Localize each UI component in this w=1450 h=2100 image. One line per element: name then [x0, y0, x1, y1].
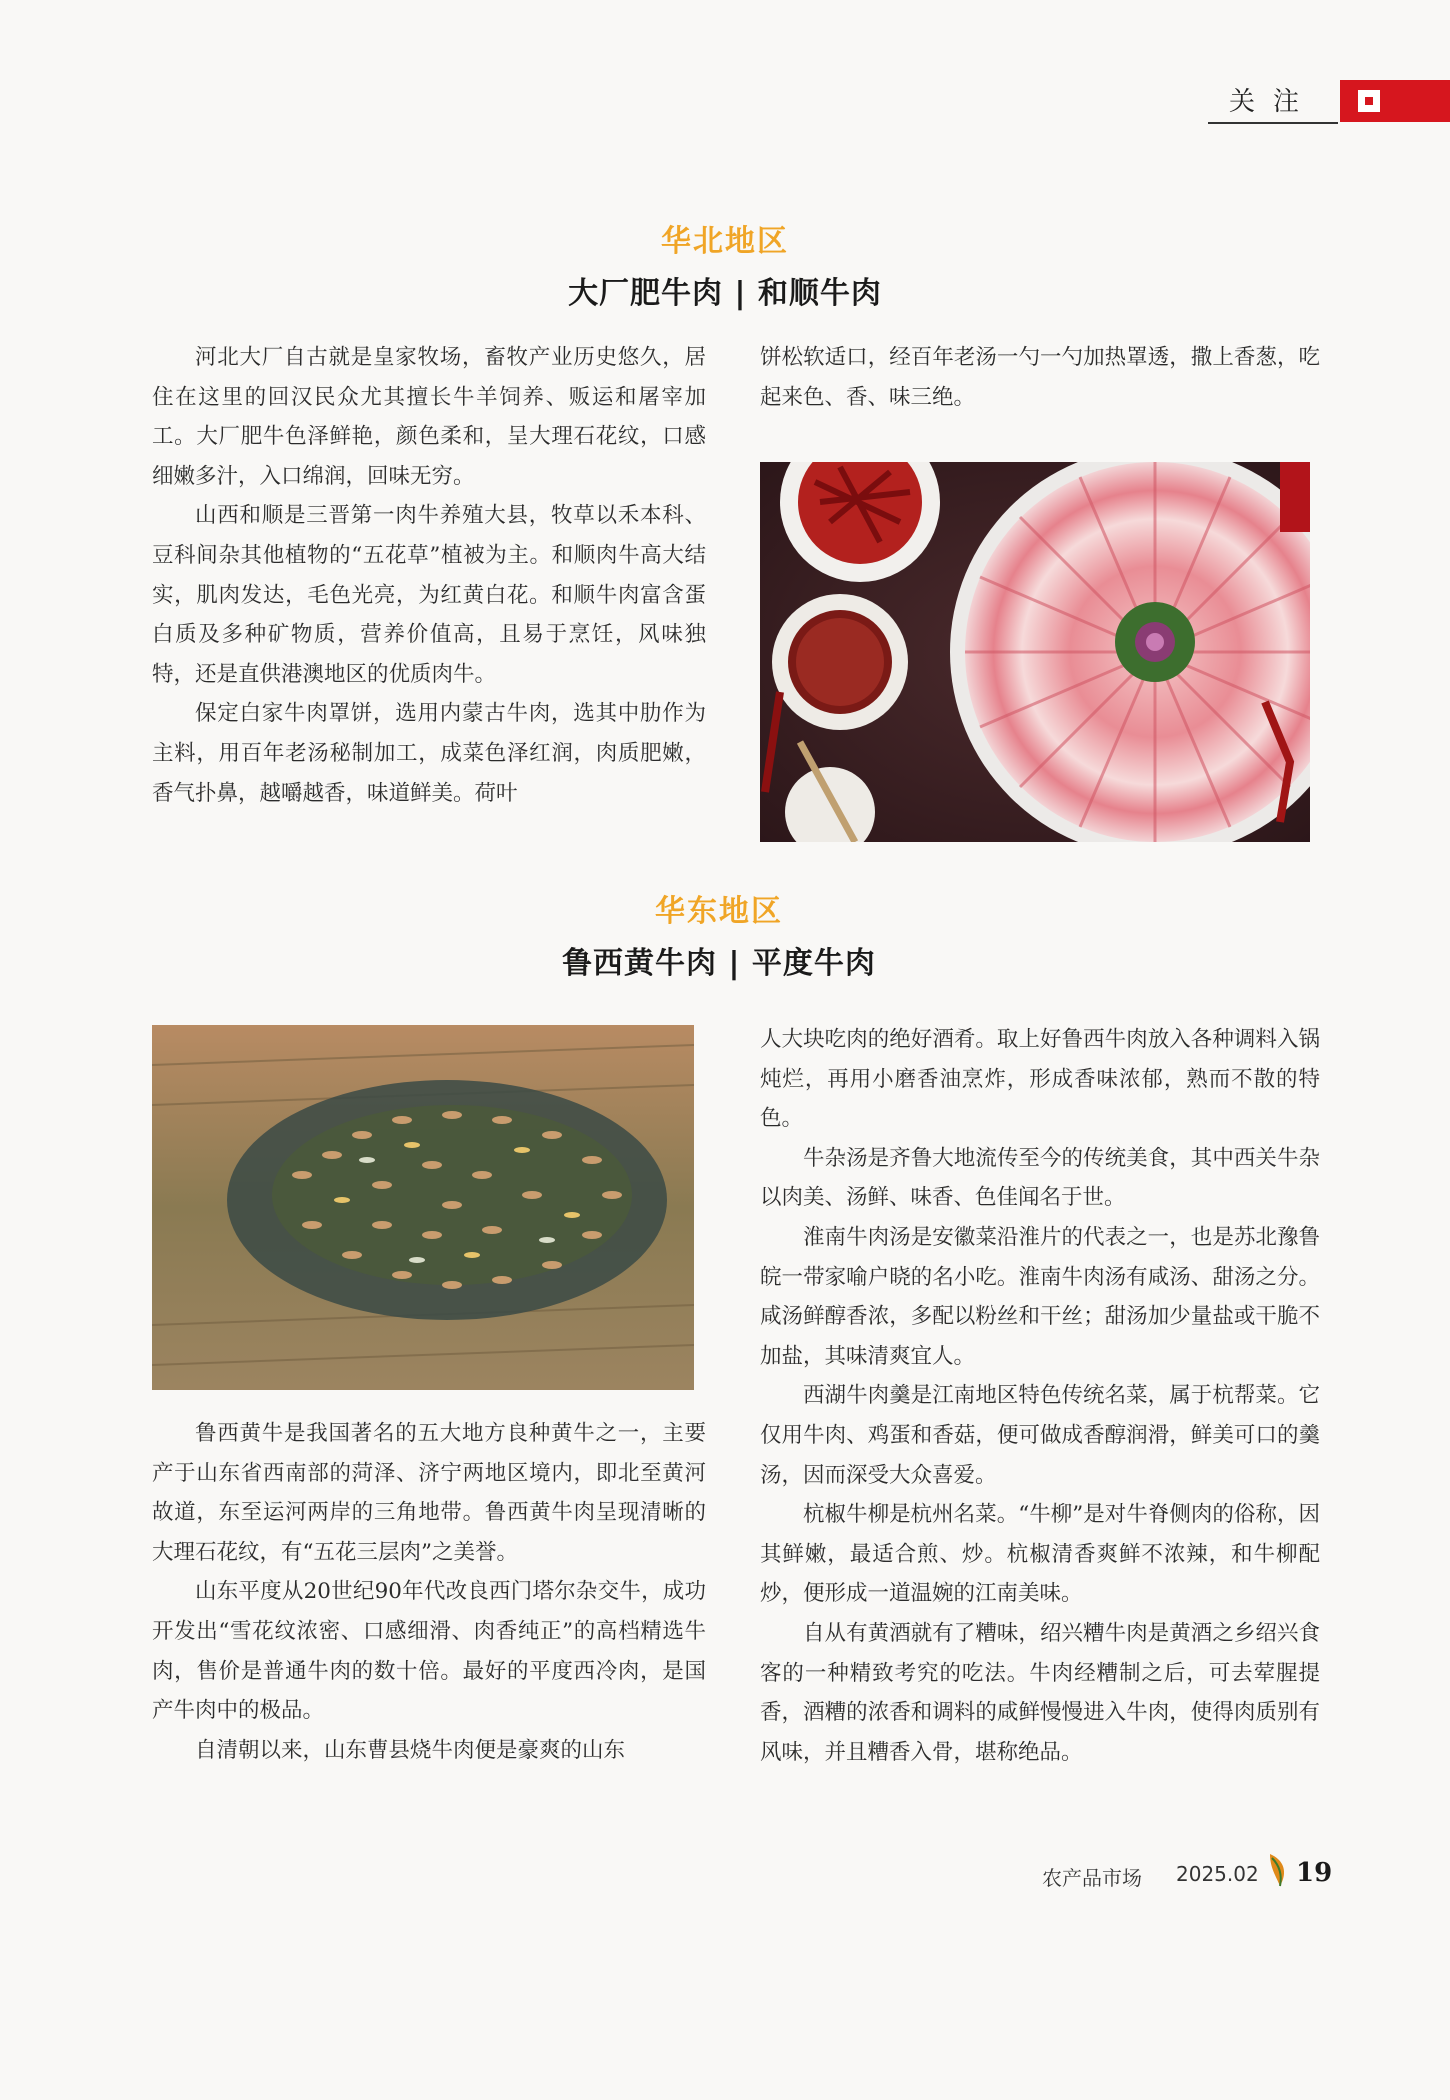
- paragraph: 山西和顺是三晋第一肉牛养殖大县，牧草以禾本科、豆科间杂其他植物的“五花草”植被为主。和顺肉牛高大结实，肌肉发达，毛色光亮，为红黄白花。和顺牛肉富含蛋白质及多种矿物质，营养价值高，且易于烹饪，风味独特，还是直供港澳地区的优质肉牛。: [152, 503, 706, 687]
- section-title-north: 大厂肥牛肉 | 和顺牛肉: [568, 276, 882, 311]
- magazine-name: 农产品市场: [1042, 1866, 1142, 1890]
- issue-date: 2025.02: [1176, 1862, 1259, 1886]
- paragraph: 牛杂汤是齐鲁大地流传至今的传统美食，其中西关牛杂以肉美、汤鲜、味香、色佳闻名于世。: [760, 1145, 1320, 1211]
- region-heading-north: 华北地区: [661, 224, 789, 259]
- paragraph: 杭椒牛柳是杭州名菜。“牛柳”是对牛脊侧肉的俗称，因其鲜嫩，最适合煎、炒。杭椒清香爽鲜不浓辣，和牛柳配炒，便形成一道温婉的江南美味。: [760, 1502, 1320, 1607]
- east-left-column: [152, 1414, 706, 1770]
- north-right-column: [760, 338, 1320, 417]
- paragraph: 河北大厂自古就是皇家牧场，畜牧产业历史悠久，居住在这里的回汉民众尤其擅长牛羊饲养、贩运和屠宰加工。大厂肥牛色泽鲜艳，颜色柔和，呈大理石花纹，口感细嫩多汁，入口绵润，回味无穷。: [152, 345, 706, 489]
- paragraph: 饼松软适口，经百年老汤一勺一勺加热罩透，撒上香葱，吃起来色、香、味三绝。: [760, 345, 1320, 410]
- tag-red-block: [1340, 80, 1450, 122]
- section-tag: 关注: [1228, 87, 1317, 117]
- section-title-east: 鲁西黄牛肉 | 平度牛肉: [562, 946, 876, 981]
- page-number: 19: [1296, 1858, 1333, 1888]
- paragraph: 西湖牛肉羹是江南地区特色传统名菜，属于杭帮菜。它仅用牛肉、鸡蛋和香菇，便可做成香醇润滑，鲜美可口的羹汤，因而深受大众喜爱。: [760, 1383, 1320, 1488]
- paragraph: 山东平度从20世纪90年代改良西门塔尔杂交牛，成功开发出“雪花纹浓密、口感细滑、肉香纯正”的高档精选牛肉，售价是普通牛肉的数十倍。最好的平度西冷肉，是国产牛肉中的极品。: [152, 1579, 706, 1724]
- paragraph: 鲁西黄牛是我国著名的五大地方良种黄牛之一，主要产于山东省西南部的菏泽、济宁两地区境内，即北至黄河故道，东至运河两岸的三角地带。鲁西黄牛肉呈现清晰的大理石花纹，有“五花三层肉”之美誉。: [152, 1421, 706, 1565]
- paragraph: 人大块吃肉的绝好酒肴。取上好鲁西牛肉放入各种调料入锅炖烂，再用小磨香油烹炸，形成香味浓郁，熟而不散的特色。: [760, 1027, 1320, 1132]
- paragraph: 自清朝以来，山东曹县烧牛肉便是豪爽的山东: [195, 1737, 626, 1763]
- leaf-icon: [1266, 1852, 1290, 1888]
- tag-square-inner: [1365, 97, 1373, 105]
- north-left-column: [152, 338, 706, 813]
- paragraph: 淮南牛肉汤是安徽菜沿淮片的代表之一，也是苏北豫鲁皖一带家喻户晓的名小吃。淮南牛肉汤有咸汤、甜汤之分。咸汤鲜醇香浓，多配以粉丝和干丝；甜汤加少量盐或干脆不加盐，其味清爽宜人。: [760, 1224, 1320, 1369]
- paragraph: 自从有黄酒就有了糟味，绍兴糟牛肉是黄酒之乡绍兴食客的一种精致考究的吃法。牛肉经糟制之后，可去荤腥提香，酒糟的浓香和调料的咸鲜慢慢进入牛肉，使得肉质别有风味，并且糟香入骨，堪称绝品。: [760, 1620, 1320, 1765]
- region-heading-east: 华东地区: [655, 894, 783, 929]
- sliced-beef-platter-image: [760, 462, 1310, 842]
- paragraph: 保定白家牛肉罩饼，选用内蒙古牛肉，选其中肋作为主料，用百年老汤秘制加工，成菜色泽红润，肉质肥嫩，香气扑鼻，越嚼越香，味道鲜美。荷叶: [152, 701, 706, 806]
- east-right-column: [760, 1020, 1320, 1772]
- sliced-beef-platter-photo: [760, 462, 1310, 842]
- cattle-herd-aerial-photo: [152, 1025, 694, 1390]
- cattle-herd-image: [152, 1025, 694, 1390]
